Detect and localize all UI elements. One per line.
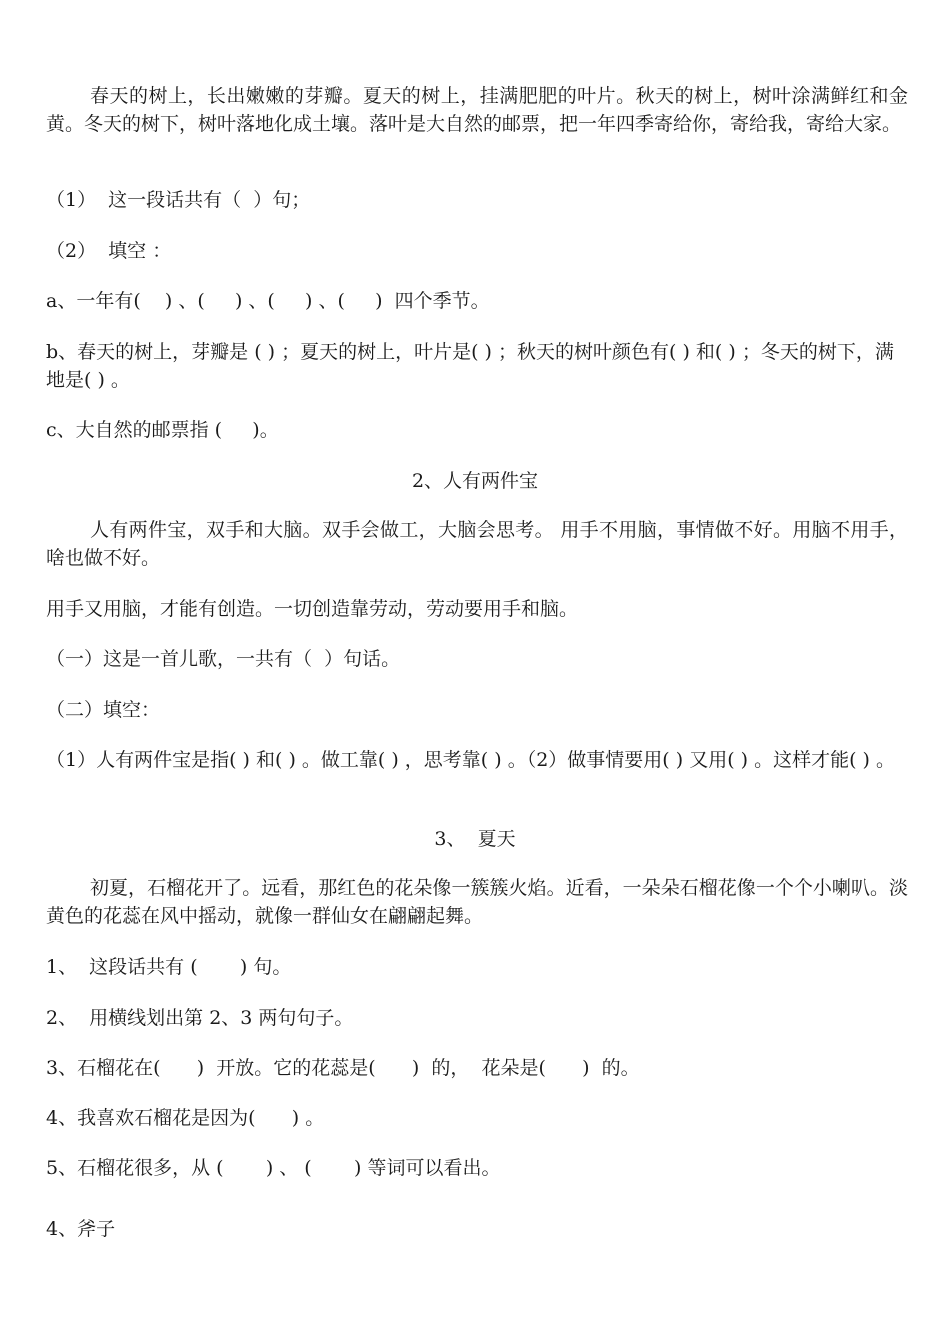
section-4-title: 4、斧子	[46, 1218, 116, 1240]
question-3-3: 3、石榴花在( ) 开放。它的花蕊是( ) 的， 花朵是( ) 的。	[46, 1057, 640, 1079]
question-1-b: b、春天的树上，芽瓣是 ( ) ；夏天的树上，叶片是( ) ；秋天的树叶颜色有( ) 和( ) ；冬天的树下，满地是( ) 。	[46, 341, 894, 391]
passage-summer: 初夏，石榴花开了。远看，那红色的花朵像一簇簇火焰。近看，一朵朵石榴花像一个个小喇叭。淡黄色的花蕊在风中摇动，就像一群仙女在翩翩起舞。	[46, 877, 908, 927]
question-1-1: （1） 这一段话共有（ ）句；	[46, 189, 311, 211]
section-2-title: 2、人有两件宝	[411, 470, 539, 492]
passage-two-treasures: 人有两件宝，双手和大脑。双手会做工，大脑会思考。 用手不用脑，事情做不好。用脑不用手，啥也做不好。	[46, 519, 908, 569]
question-2-3: （1）人有两件宝是指( ) 和( ) 。做工靠( ) ，思考靠( ) 。（2）做事情要用( ) 又用( ) 。这样才能( ) 。	[46, 749, 896, 771]
question-3-2: 2、 用横线划出第 2、3 两句句子。	[46, 1007, 354, 1029]
question-3-1: 1、 这段话共有 ( ) 句。	[46, 956, 292, 978]
question-2-2: （二）填空：	[46, 699, 161, 721]
passage-two-treasures-cont: 用手又用脑，才能有创造。一切创造靠劳动，劳动要用手和脑。	[46, 598, 579, 620]
section-3-title: 3、 夏天	[434, 828, 516, 850]
question-1-c: c、大自然的邮票指 ( )。	[46, 419, 279, 441]
question-1-2: （2） 填空 ：	[46, 240, 172, 262]
question-1-a: a、一年有( ) 、( ) 、( ) 、( ) 四个季节。	[46, 290, 490, 312]
question-2-1: （一）这是一首儿歌，一共有（ ）句话。	[46, 648, 401, 670]
passage-autumn-leaves: 春天的树上，长出嫩嫩的芽瓣。夏天的树上，挂满肥肥的叶片。秋天的树上，树叶涂满鲜红和金黄。冬天的树下，树叶落地化成土壤。落叶是大自然的邮票，把一年四季寄给你，寄给我，寄给大家。	[46, 85, 908, 135]
question-3-4: 4、我喜欢石榴花是因为( ) 。	[46, 1107, 325, 1129]
question-3-5: 5、石榴花很多，从 ( ) 、 ( ) 等词可以看出。	[46, 1157, 501, 1179]
